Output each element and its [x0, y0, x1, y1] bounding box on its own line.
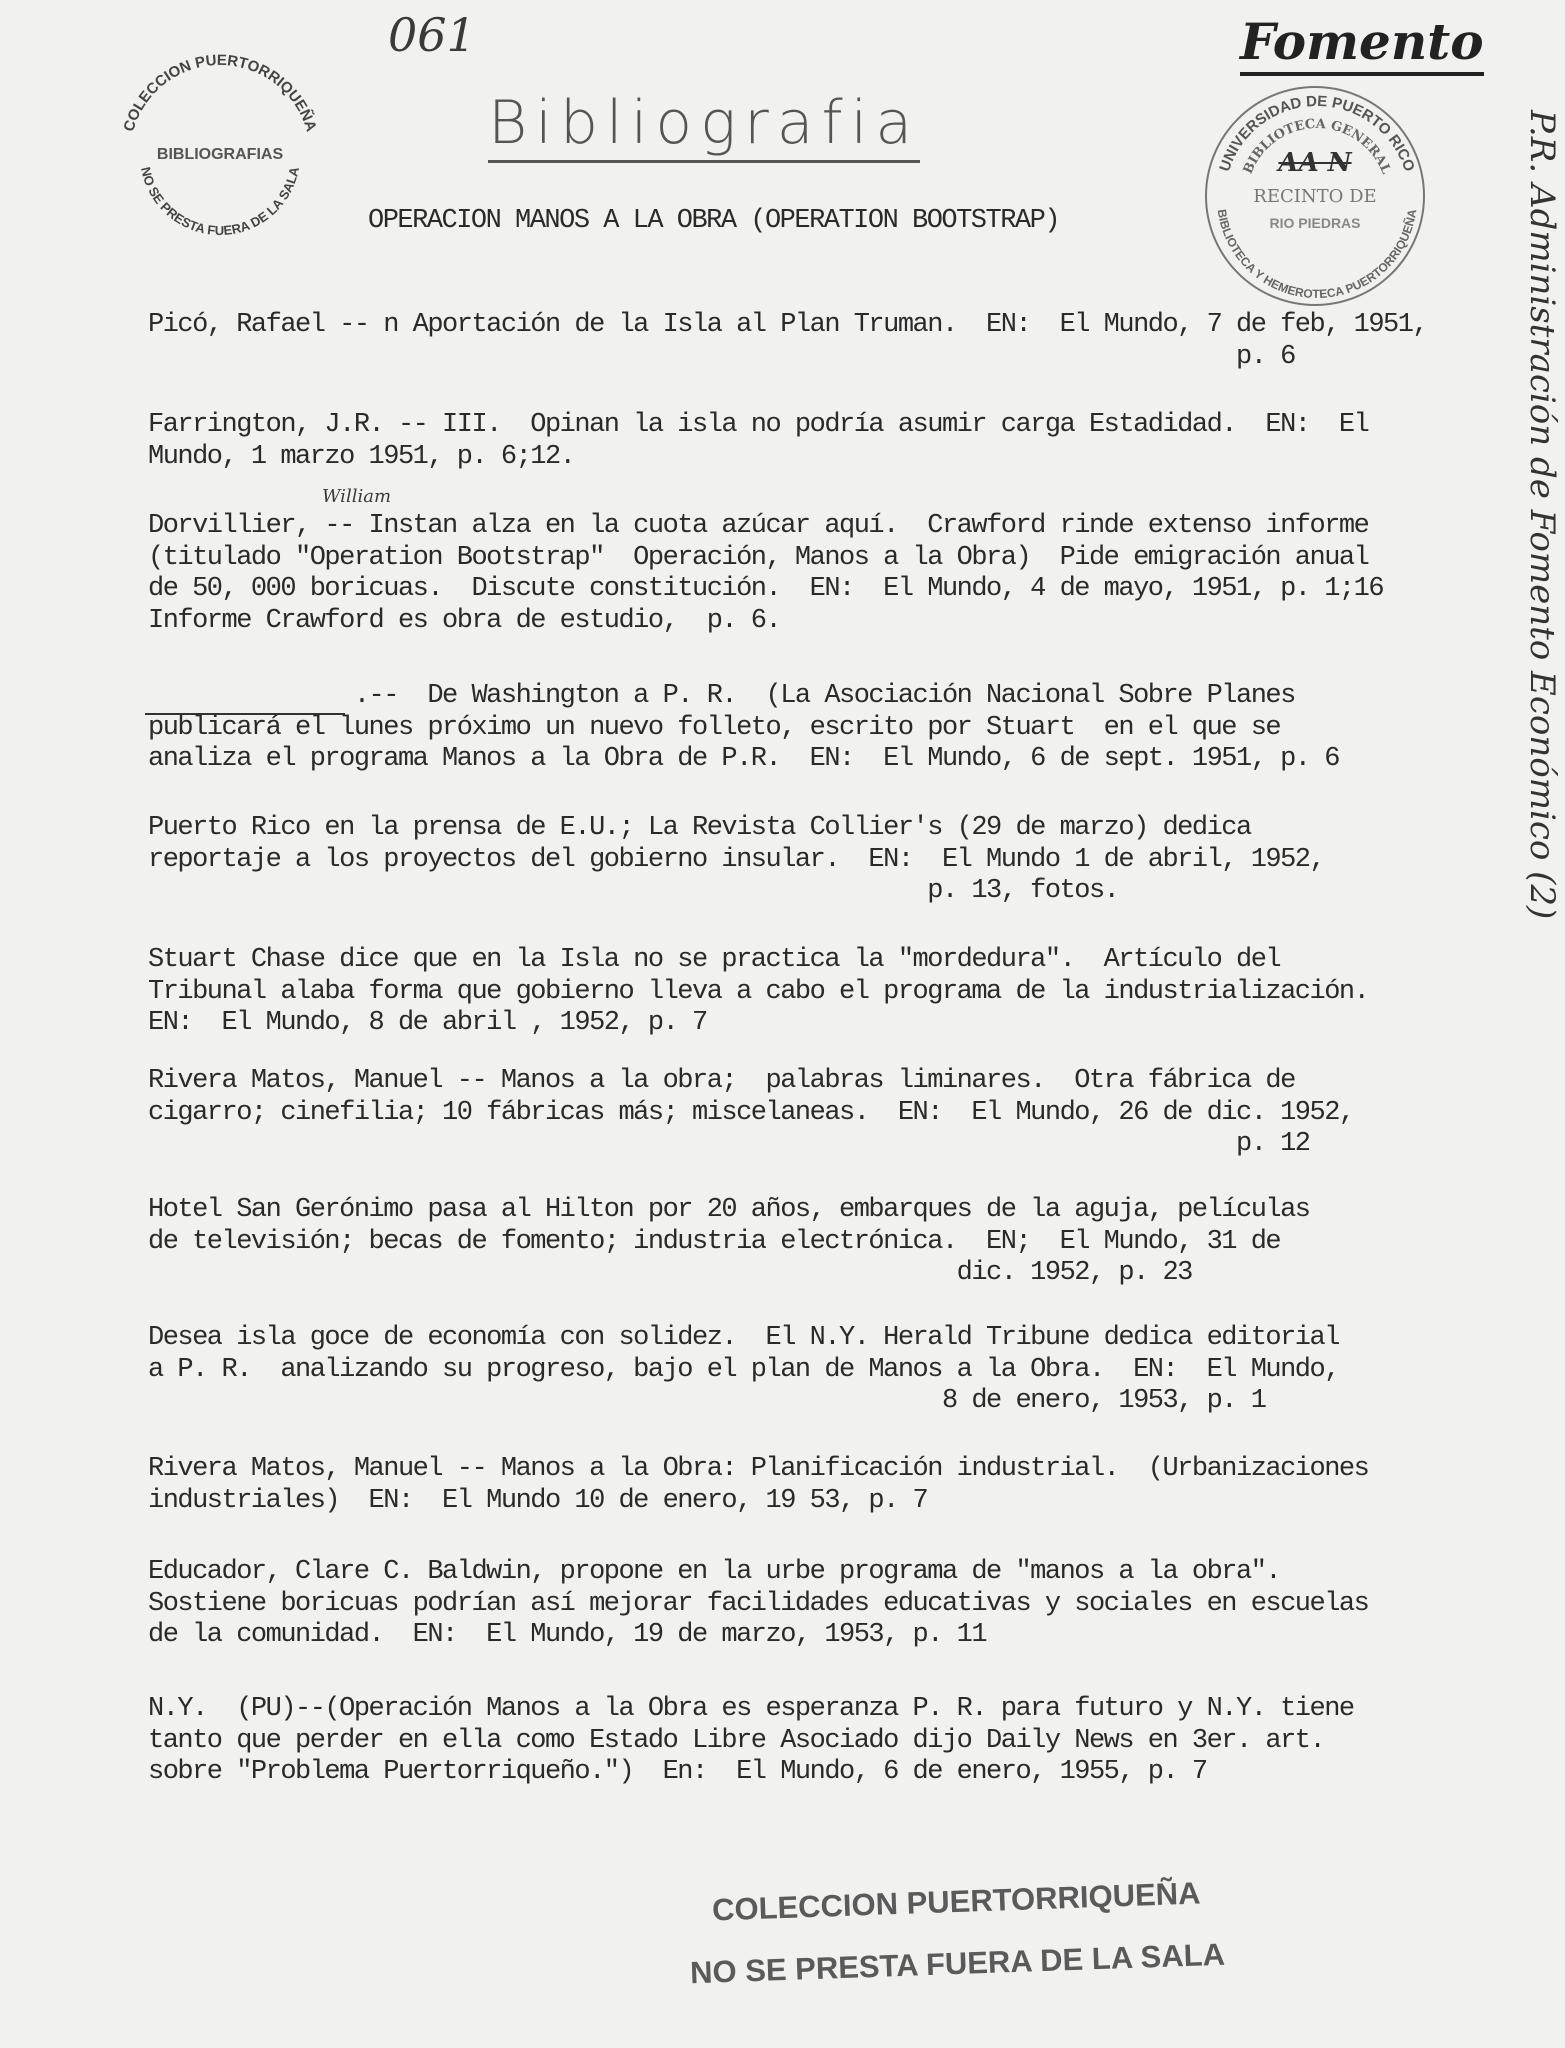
handwritten-heading: Bibliografia	[488, 88, 920, 163]
stamp-left-center-text: BIBLIOGRAFIAS	[156, 146, 284, 163]
stamp-right-inner-top: BIBLIOTECA GENERAL	[1240, 116, 1394, 177]
entry-line: Puerto Rico en la prensa de E.U.; La Revista Collier's (29 de marzo) dedica	[148, 813, 1251, 843]
entry-line: (titulado "Operation Bootstrap" Operación, Manos a la Obra) Pide emigración anual	[148, 542, 1369, 573]
stamp-right-center: RECINTO DE	[1253, 186, 1377, 207]
stamp-initials: AA N	[1278, 148, 1352, 178]
entry-line: Informe Crawford es obra de estudio, p. 6.	[148, 605, 781, 636]
stamp-right-ring-bottom: BIBLIOTECA Y HEMEROTECA PUERTORRIQUEÑA	[1214, 208, 1420, 302]
document-title: OPERACION MANOS A LA OBRA (OPERATION BOOTSTRAP)	[368, 206, 1060, 236]
entry-line: analiza el programa Manos a la Obra de P.R. EN: El Mundo, 6 de sept. 1951, p. 6	[148, 744, 1339, 774]
svg-text:COLECCION PUERTORRIQUEÑA	[120, 52, 319, 134]
entry-line: reportaje a los proyectos del gobierno insular. EN: El Mundo 1 de abril, 1952,	[148, 844, 1325, 875]
entry-line: Rivera Matos, Manuel -- Manos a la Obra: Planificación industrial. (Urbanizaciones	[148, 1454, 1369, 1484]
entry-line: sobre "Problema Puertorriqueño.") En: El Mundo, 6 de enero, 1955, p. 7	[148, 1757, 1207, 1787]
entry-line: a P. R. analizando su progreso, bajo el plan de Manos a la Obra. EN: El Mundo,	[148, 1354, 1339, 1385]
entry-line: 8 de enero, 1953, p. 1	[148, 1386, 1266, 1416]
bottom-stamp-line2: NO SE PRESTA FUERA DE LA SALA	[689, 1936, 1226, 1991]
entry-line: Picó, Rafael -- n Aportación de la Isla al Plan Truman. EN: El Mundo, 7 de feb, 1951,	[148, 310, 1428, 340]
entry-line: Farrington, J.R. -- III. Opinan la isla no podría asumir carga Estadidad. EN: El	[148, 410, 1369, 440]
entry-line: dic. 1952, p. 23	[148, 1258, 1192, 1288]
svg-text:NO SE PRESTA FUERA DE LA SALA	[138, 165, 302, 238]
handwritten-insert-name: William	[322, 486, 392, 507]
entry-line: Mundo, 1 marzo 1951, p. 6;12.	[148, 441, 575, 472]
handwritten-subject: Fomento	[1240, 12, 1484, 76]
entry-line: .-- De Washington a P. R. (La Asociación Nacional Sobre Planes	[148, 681, 1295, 711]
entry-line: Hotel San Gerónimo pasa al Hilton por 20 años, embarques de la aguja, películas	[148, 1195, 1310, 1225]
library-stamp-right	[1205, 86, 1425, 306]
collection-stamp-left	[100, 35, 340, 275]
entry-line: EN: El Mundo, 8 de abril , 1952, p. 7	[148, 1008, 707, 1038]
stamp-right-ring-top: UNIVERSIDAD DE PUERTO RICO	[1216, 92, 1418, 174]
entry-line: publicará el lunes próximo un nuevo folleto, escrito por Stuart en el que se	[148, 712, 1281, 743]
stamp-left-bottom-text: NO SE PRESTA FUERA DE LA SALA	[138, 165, 302, 239]
entry-line: p. 13, fotos.	[148, 876, 1119, 906]
entry-line: Rivera Matos, Manuel -- Manos a la obra; palabras liminares. Otra fábrica de	[148, 1066, 1295, 1096]
entry-line: N.Y. (PU)--(Operación Manos a la Obra es esperanza P. R. para futuro y N.Y. tiene	[148, 1694, 1354, 1724]
entry-line: Sostiene boricuas podrían así mejorar facilidades educativas y sociales en escuelas	[148, 1588, 1369, 1619]
entry-line: p. 6	[148, 341, 1295, 372]
entry-line: p. 12	[148, 1129, 1310, 1159]
entry-line: Desea isla goce de economía con solidez. El N.Y. Herald Tribune dedica editorial	[148, 1323, 1339, 1353]
entry-line: Tribunal alaba forma que gobierno lleva a cabo el programa de la industrialización.	[148, 976, 1369, 1007]
entry-line: de televisión; becas de fomento; industria electrónica. EN; El Mundo, 31 de	[148, 1226, 1281, 1257]
handwritten-number: 061	[388, 8, 476, 62]
entry-line: tanto que perder en ella como Estado Libre Asociado dijo Daily News en 3er. art.	[148, 1725, 1325, 1756]
entry-line: de 50, 000 boricuas. Discute constitución. EN: El Mundo, 4 de mayo, 1951, p. 1;16	[148, 574, 1384, 604]
entry-line: industriales) EN: El Mundo 10 de enero, 19 53, p. 7	[148, 1485, 928, 1516]
entry-line: Stuart Chase dice que en la Isla no se practica la "mordedura". Artículo del	[148, 945, 1281, 975]
handwritten-margin-note: P.R. Administración de Fomento Económico (2)	[1522, 110, 1562, 920]
stamp-left-ring-text: COLECCION PUERTORRIQUEÑA	[120, 51, 320, 134]
entry-line: Educador, Clare C. Baldwin, propone en la urbe programa de "manos a la obra".	[148, 1557, 1281, 1587]
bottom-stamp-line1: COLECCION PUERTORRIQUEÑA	[711, 1875, 1202, 1928]
entry-line: de la comunidad. EN: El Mundo, 19 de marzo, 1953, p. 11	[148, 1620, 987, 1650]
stamp-right-center2: RIO PIEDRAS	[1269, 215, 1361, 231]
entry-line: cigarro; cinefilia; 10 fábricas más; miscelaneas. EN: El Mundo, 26 de dic. 1952,	[148, 1097, 1354, 1128]
entry-line: Dorvillier, -- Instan alza en la cuota azúcar aquí. Crawford rinde extenso informe	[148, 511, 1369, 541]
